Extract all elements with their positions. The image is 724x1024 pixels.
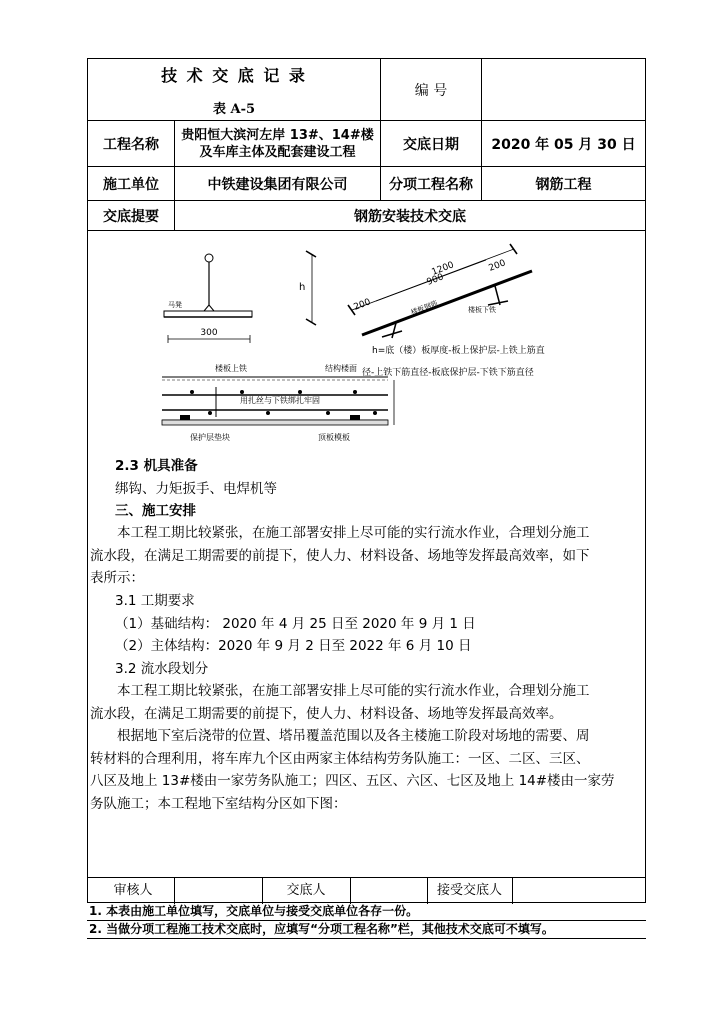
formula-line1: h=底（楼）板厚度-板上保护层-上铁上筋直 [372, 346, 545, 356]
project-value-line1: 贵阳恒大滨河左岸 13#、14#楼 [181, 127, 374, 143]
p1-line3: 表所示： [90, 570, 144, 586]
note-2: 2. 当做分项工程施工技术交底时，应填写“分项工程名称”栏，其他技术交底可不填写。 [87, 921, 646, 939]
number-label: 编 号 [381, 59, 482, 121]
s23-title: 2.3 机具准备 [115, 458, 198, 474]
paragraph-2 [90, 680, 638, 815]
s32-title: 3.2 流水段划分 [115, 660, 209, 677]
dim-200a: 200 [352, 297, 373, 313]
dim-900: 900 [425, 272, 446, 288]
s31-item1: （1）基础结构： 2020 年 4 月 25 日至 2020 年 9 月 1 日 [115, 615, 476, 632]
sub-value: 钢筋工程 [482, 167, 646, 201]
p2-line1: 本工程工期比较紧张，在施工部署安排上尽可能的实行流水作业，合理划分施工 [117, 683, 590, 699]
reviewer-label: 审核人 [113, 883, 153, 898]
dim-300: 300 [200, 328, 218, 338]
note-1: 1. 本表由施工单位填写，交底单位与接受交底单位各存一份。 [87, 903, 646, 921]
label-h: h [299, 282, 306, 293]
label-small3: 楼板下铁 [468, 306, 496, 314]
receiver-label: 接受交底人 [436, 883, 502, 898]
formula-line2: 径-上铁下筋直径-板底保护层-下铁下筋直径 [362, 368, 534, 378]
s23-text: 绑钩、力矩扳手、电焊机等 [115, 480, 277, 497]
signature-row [87, 877, 646, 904]
date-value: 2020 年 05 月 30 日 [482, 121, 646, 167]
project-value-line2: 及车库主体及配套建设工程 [199, 144, 356, 160]
p2-line2: 流水段，在满足工期需要的前提下，使人力、材料设备、场地等发挥最高效率。 [90, 705, 563, 722]
label-small2: 楼板钢筋 [409, 299, 439, 317]
p3-line4: 务队施工；本工程地下室结构分区如下图： [90, 795, 347, 812]
label-formwork: 顶板模板 [318, 433, 350, 442]
dim-200b: 200 [487, 258, 508, 274]
label-tie: 用扎丝与下铁绑扎牢固 [240, 396, 320, 405]
date-label: 交底日期 [381, 121, 482, 167]
s31-item2: （2）主体结构：2020 年 9 月 2 日至 2022 年 6 月 10 日 [115, 638, 472, 654]
number-value [482, 59, 646, 121]
inclined-chair [348, 244, 545, 378]
chair-detail [164, 251, 316, 343]
form-title: 技 术 交 底 记 录 [161, 65, 307, 85]
unit-value: 中铁建设集团有限公司 [175, 167, 381, 201]
label-top-bar: 楼板上铁 [215, 364, 247, 373]
label-cover: 保护层垫块 [190, 433, 230, 442]
label-structure: 结构楼面 [325, 364, 357, 373]
p1-line2: 流水段，在满足工期需要的前提下，使人力、材料设备、场地等发挥最高效率，如下 [90, 547, 590, 564]
sub-label: 分项工程名称 [381, 167, 482, 201]
dim-1200: 1200 [430, 260, 456, 278]
section-2-3 [115, 455, 635, 523]
s31-title: 3.1 工期要求 [115, 593, 195, 609]
s3-title: 三、施工安排 [115, 503, 196, 519]
p3-line3: 八区及地上 13#楼由一家劳务队施工；四区、五区、六区、七区及地上 14#楼由一家劳 [90, 773, 615, 789]
p3-line2: 转材料的合理利用，将车库九个区由两家主体结构劳务队施工：一区、二区、三区、 [90, 750, 590, 767]
p3-line1: 根据地下室后浇带的位置、塔吊覆盖范围以及各主楼施工阶段对场地的需要、周 [117, 728, 590, 744]
notes [87, 903, 646, 939]
unit-label: 施工单位 [88, 167, 175, 201]
header-table [87, 58, 646, 231]
section-3-1 [115, 590, 635, 680]
paragraph-1 [90, 522, 638, 590]
summary-label: 交底提要 [88, 201, 175, 231]
discloser-label: 交底人 [286, 883, 326, 898]
summary-value: 钢筋安装技术交底 [175, 201, 646, 231]
form-number: 表 A-5 [212, 101, 256, 117]
rebar-drawing [150, 235, 630, 450]
label-small1: 马凳 [168, 301, 182, 309]
project-value [175, 121, 381, 167]
title-cell [88, 59, 381, 121]
slab-section [162, 363, 394, 442]
p1-line1: 本工程工期比较紧张，在施工部署安排上尽可能的实行流水作业，合理划分施工 [117, 525, 590, 541]
project-label: 工程名称 [88, 121, 175, 167]
